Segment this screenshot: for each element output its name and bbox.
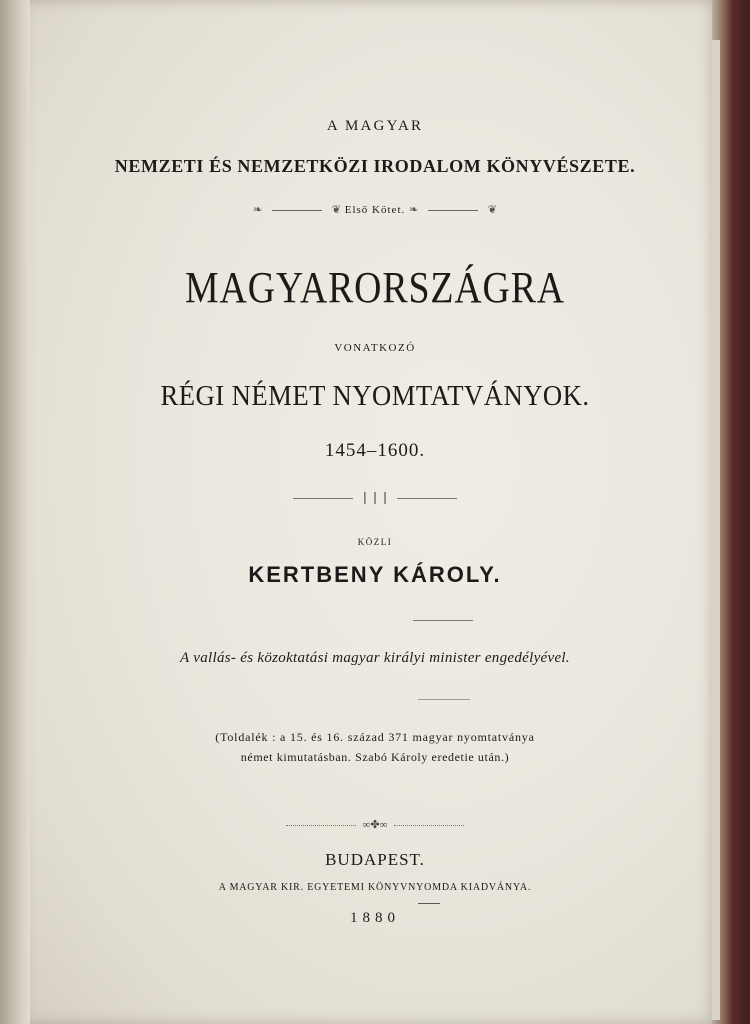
divider2-rule-right [394,825,464,826]
addendum-line-1: (Toldalék : a 15. és 16. század 371 magyar nyomtatványa [215,730,535,744]
ornamental-divider-bottom [30,818,720,831]
main-title: MAGYARORSZÁGRA [185,263,565,312]
publisher-line: A MAGYAR KIR. EGYETEMI KÖNYVNYOMDA KIADVÁNYA. [218,882,532,893]
short-rule-permission [418,699,470,700]
series-top-line: A MAGYAR [326,118,424,134]
addendum-line-2: német kimutatásban. Szabó Károly eredetie után.) [240,750,510,764]
ornament-icon: ❘❘❘ [359,490,391,504]
connector-word: VONATKOZÓ [334,342,416,354]
volume-rule-left [272,210,322,211]
ornamental-divider-top [30,490,720,505]
divider-rule-right [397,498,457,499]
title-page [30,0,720,1024]
volume-rule-right [428,210,478,211]
fleuron-mid-right-icon: ❧ [409,204,419,216]
divider-rule-left [293,498,353,499]
publication-year: 1880 [350,910,400,926]
divider2-rule-left [286,825,356,826]
year-range: 1454–1600. [324,440,426,461]
ornament-bottom-icon: ∞✤∞ [362,819,388,831]
fleuron-left-icon: ❧ [253,204,263,216]
publication-city: BUDAPEST. [325,850,425,869]
volume-label: Első Kötet. [344,204,406,216]
permission-statement: A vallás- és közoktatási magyar királyi minister engedélyével. [180,650,570,666]
series-title: NEMZETI ÉS NEMZETKÖZI IRODALOM KÖNYVÉSZETE. [114,156,636,176]
volume-line [30,203,720,216]
short-rule-author [413,620,473,621]
short-rule-publisher [418,903,440,904]
page-edge-strip [712,40,720,1020]
author-name: KERTBENY KÁROLY. [248,562,502,587]
fleuron-mid-left-icon: ❦ [331,204,341,216]
subtitle: RÉGI NÉMET NYOMTATVÁNYOK. [160,380,590,412]
fleuron-right-icon: ❦ [487,204,497,216]
editor-intro: KÖZLI [357,537,393,547]
book-left-edge [0,0,30,1024]
